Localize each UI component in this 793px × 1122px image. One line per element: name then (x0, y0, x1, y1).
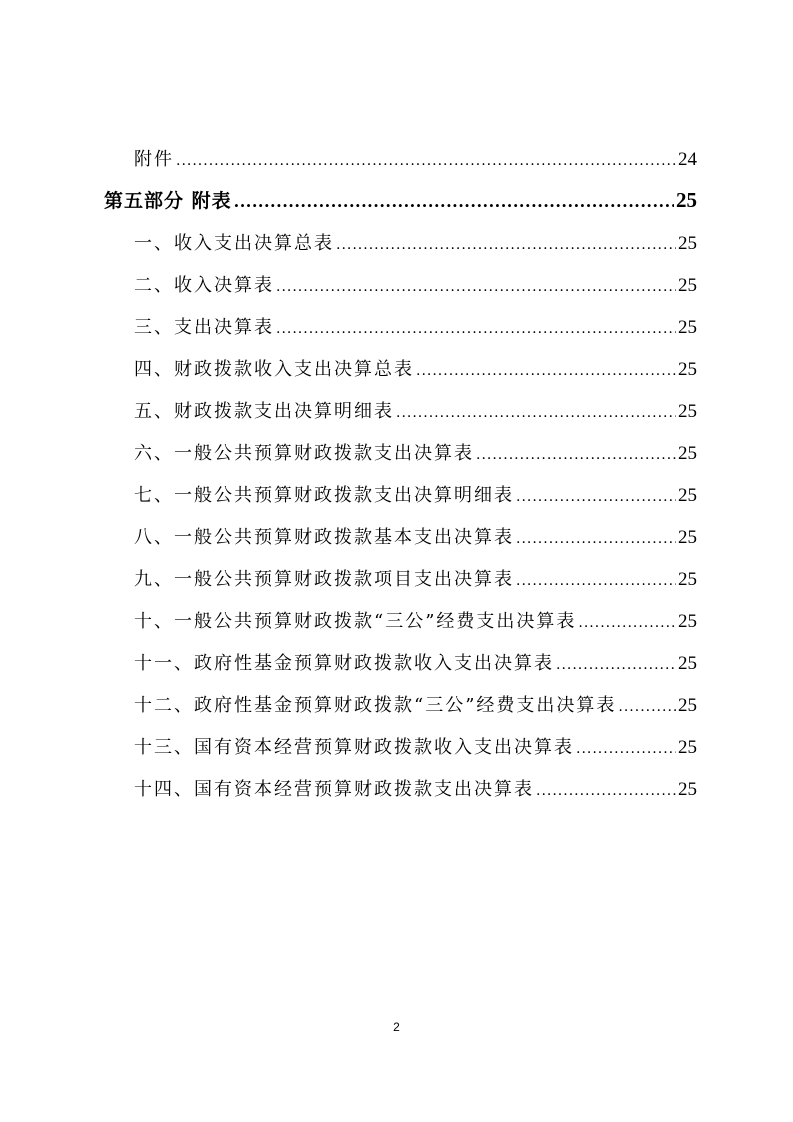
toc-section-page: 25 (676, 188, 697, 212)
toc-entry-table-13[interactable] (134, 733, 697, 763)
toc-entry-table-11[interactable] (134, 649, 697, 679)
toc-dot-leader (556, 657, 676, 673)
toc-dot-leader (476, 447, 676, 463)
toc-entry-table-7[interactable] (134, 481, 697, 511)
toc-entry-label: 十一、政府性基金预算财政拨款收入支出决算表 (134, 653, 554, 674)
toc-entry-page: 25 (678, 779, 697, 800)
toc-dot-leader (276, 279, 676, 295)
toc-entry-page: 24 (678, 149, 697, 170)
toc-entry-label: 一、收入支出决算总表 (134, 233, 334, 254)
toc-entry-label: 十四、国有资本经营预算财政拨款支出决算表 (134, 779, 534, 800)
toc-entry-label: 十三、国有资本经营预算财政拨款收入支出决算表 (134, 737, 574, 758)
toc-entry-table-8[interactable] (134, 523, 697, 553)
toc-entry-label: 四、财政拨款收入支出决算总表 (134, 359, 414, 380)
toc-dot-leader (516, 531, 676, 547)
toc-entry-label: 八、一般公共预算财政拨款基本支出决算表 (134, 527, 514, 548)
toc-dot-leader (336, 237, 676, 253)
toc-entry-label: 七、一般公共预算财政拨款支出决算明细表 (134, 485, 514, 506)
toc-dot-leader (576, 741, 676, 757)
toc-entry-table-9[interactable] (134, 565, 697, 595)
toc-entry-page: 25 (678, 611, 697, 632)
toc-entry-table-6[interactable] (134, 439, 697, 469)
toc-entry-page: 25 (678, 485, 697, 506)
toc-entry-page: 25 (678, 527, 697, 548)
toc-dot-leader (578, 615, 676, 631)
toc-entry-table-12[interactable] (134, 691, 697, 721)
toc-entry-page: 25 (678, 443, 697, 464)
toc-dot-leader (176, 153, 676, 169)
toc-entry-label: 二、收入决算表 (134, 275, 274, 296)
toc-dot-leader (234, 192, 674, 211)
toc-entry-attachment[interactable] (134, 145, 697, 175)
toc-entry-label: 十二、政府性基金预算财政拨款“三公”经费支出决算表 (134, 695, 617, 716)
toc-dot-leader (396, 405, 676, 421)
toc-section-label: 第五部分 附表 (104, 190, 232, 212)
toc-entry-page: 25 (678, 569, 697, 590)
toc-entry-page: 25 (678, 695, 697, 716)
toc-entry-label: 五、财政拨款支出决算明细表 (134, 401, 394, 422)
toc-entry-table-2[interactable] (134, 271, 697, 301)
toc-entry-table-1[interactable] (134, 229, 697, 259)
toc-entry-page: 25 (678, 401, 697, 422)
page-number: 2 (393, 1020, 400, 1034)
toc-entry-page: 25 (678, 317, 697, 338)
toc-dot-leader (516, 573, 676, 589)
toc-section-part-five[interactable] (104, 186, 697, 216)
toc-entry-label: 十、一般公共预算财政拨款“三公”经费支出决算表 (134, 611, 577, 632)
toc-entry-page: 25 (678, 233, 697, 254)
toc-entry-label: 九、一般公共预算财政拨款项目支出决算表 (134, 569, 514, 590)
toc-entry-table-10[interactable] (134, 607, 697, 637)
toc-entry-table-4[interactable] (134, 355, 697, 385)
toc-dot-leader (618, 699, 676, 715)
toc-entry-table-5[interactable] (134, 397, 697, 427)
toc-entry-page: 25 (678, 275, 697, 296)
toc-dot-leader (516, 489, 676, 505)
toc-entry-page: 25 (678, 653, 697, 674)
toc-entry-table-3[interactable] (134, 313, 697, 343)
toc-entry-label: 六、一般公共预算财政拨款支出决算表 (134, 443, 474, 464)
toc-entry-page: 25 (678, 359, 697, 380)
toc-entry-page: 25 (678, 737, 697, 758)
toc-dot-leader (276, 321, 676, 337)
toc-entry-label: 附件 (134, 149, 174, 170)
toc-entry-label: 三、支出决算表 (134, 317, 274, 338)
toc-entry-table-14[interactable] (134, 775, 697, 805)
toc-dot-leader (536, 783, 676, 799)
toc-dot-leader (416, 363, 676, 379)
